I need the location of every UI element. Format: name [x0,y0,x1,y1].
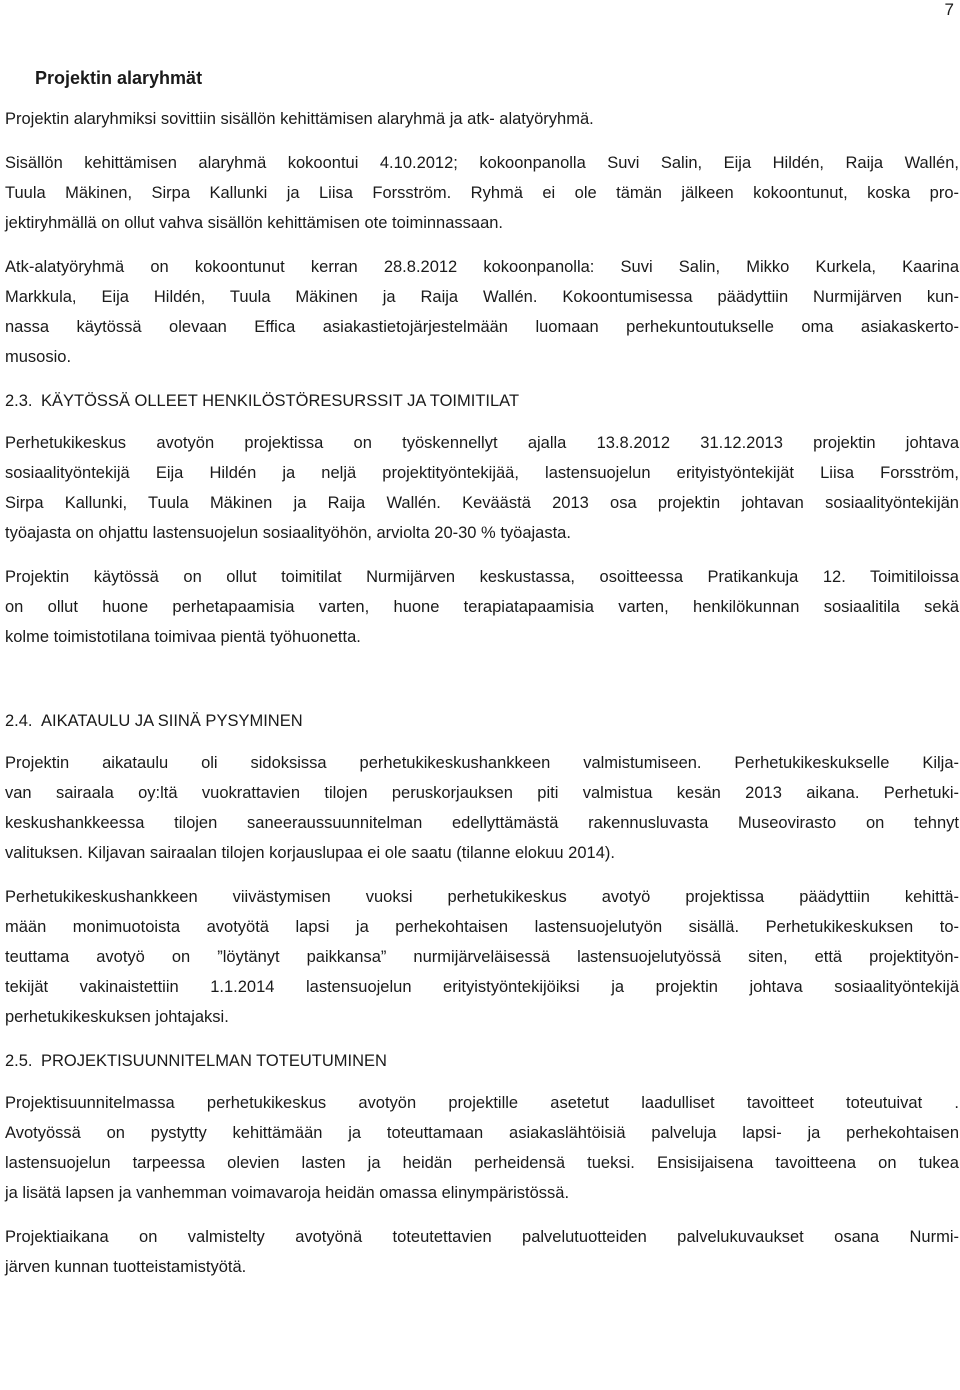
paragraph-line: Perhetukikeskus avotyön projektissa on työskennellyt ajalla 13.8.2012 31.12.2013 projektin johtava [5,434,959,452]
paragraph-line: Perhetukikeskushankkeen viivästymisen vuoksi perhetukikeskus avotyö projektissa päädyttiin kehittä- [5,888,959,906]
paragraph-line: nassa käytössä olevaan Effica asiakastietojärjestelmään luomaan perhekuntoutukselle oma asiakaskerto- [5,318,959,336]
paragraph-line: tekijät vakinaistettiin 1.1.2014 lastensuojelun erityistyöntekijöiksi ja projektin johtava sosiaalityöntekijä [5,978,959,996]
section-heading-text: KÄYTÖSSÄ OLLEET HENKILÖSTÖRESURSSIT JA TOIMITILAT [41,392,520,410]
paragraph-line: teuttama avotyö on ”löytänyt paikkansa” nurmijärveläisessä lastensuojelutyössä siten, että projektityön- [5,948,959,966]
section-number: 2.5. [5,1052,33,1070]
section-number: 2.3. [5,392,33,410]
section-title: Projektin alaryhmät [35,68,203,88]
paragraph-line: lastensuojelun tarpeessa olevien lasten ja heidän perheidensä tueksi. Ensisijaisena tavoitteena on tukea [5,1154,959,1172]
paragraph-line: musosio. [5,348,72,366]
intro-paragraphs [5,104,959,372]
document-body [5,62,959,1296]
paragraph-line: valituksen. Kiljavan sairaalan tilojen korjauslupaa ei ole saatu (tilanne elokuu 2014). [5,844,615,862]
paragraph-line: työajasta on ohjattu lastensuojelun sosiaalityöhön, arviolta 20-30 % työajasta. [5,524,571,542]
paragraph-line: Projektin käytössä on ollut toimitilat Nurmijärven keskustassa, osoitteessa Pratikankuja 12. Toimitiloissa [5,568,959,586]
paragraph-line: Tuula Mäkinen, Sirpa Kallunki ja Liisa Forsström. Ryhmä ei ole tämän jälkeen kokoontunut, koska pro- [5,184,959,202]
paragraph-line: on ollut huone perhetapaamisia varten, huone terapiatapaamisia varten, henkilökunnan sosiaalitila sekä [5,598,959,616]
paragraph [5,1088,959,1208]
paragraph-line: Avotyössä on pystytty kehittämään ja toteuttamaan asiakaslähtöisiä palveluja lapsi- ja perhekohtaisen [5,1124,959,1142]
spacer [5,666,959,706]
paragraph-line: Projektin aikataulu oli sidoksissa perhetukikeskushankkeen valmistumiseen. Perhetukikeskukselle Kilja- [5,754,959,772]
paragraph-line: Markkula, Eija Hildén, Tuula Mäkinen ja Raija Wallén. Kokoontumisessa päädyttiin Nurmijärven kun- [5,288,959,306]
paragraph-line: kolme toimistotilana toimivaa pientä työhuonetta. [5,628,361,646]
paragraph-line: ja lisätä lapsen ja vanhemman voimavaroja heidän omassa elinympäristössä. [5,1184,570,1202]
section-heading-2-4 [5,706,959,736]
paragraph [5,882,959,1032]
paragraph-line: Atk-alatyöryhmä on kokoontunut kerran 28.8.2012 kokoonpanolla: Suvi Salin, Mikko Kurkela, Kaarina [5,258,959,276]
paragraph-line: Sisällön kehittämisen alaryhmä kokoontui 4.10.2012; kokoonpanolla Suvi Salin, Eija Hildén, Raija Wallén, [5,154,959,172]
section-heading-text: PROJEKTISUUNNITELMAN TOTEUTUMINEN [41,1052,387,1070]
paragraph [5,748,959,868]
paragraph-line: järven kunnan tuotteistamistyötä. [5,1258,247,1276]
section-heading-text: AIKATAULU JA SIINÄ PYSYMINEN [41,712,303,730]
section-heading-2-3 [5,386,959,416]
paragraph-line: Projektiaikana on valmistelty avotyönä toteutettavien palvelutuotteiden palvelukuvaukset osana Nurmi- [5,1228,959,1246]
section-number: 2.4. [5,712,33,730]
paragraph [5,252,959,372]
section-heading-2-5 [5,1046,959,1076]
paragraph [5,562,959,652]
paragraph-line: jektiryhmällä on ollut vahva sisällön kehittämisen ote toiminnassaan. [5,214,504,232]
paragraph [5,1222,959,1282]
paragraph-line: van sairaala oy:ltä vuokrattavien tilojen peruskorjauksen piti valmistua kesän 2013 aikana. Perhetuki- [5,784,959,802]
paragraph-line: Projektisuunnitelmassa perhetukikeskus avotyön projektille asetetut laadulliset tavoitteet toteutuivat . [5,1094,959,1112]
paragraph [5,148,959,238]
paragraph-line: sosiaalityöntekijä Eija Hildén ja neljä projektityöntekijää, lastensuojelun erityistyöntekijät Liisa Forsström, [5,464,959,482]
paragraph [5,428,959,548]
paragraph-line: mään monimuotoista avotyötä lapsi ja perhekohtaisen lastensuojelutyön sisällä. Perhetukikeskuksen to- [5,918,959,936]
paragraph-line: perhetukikeskuksen johtajaksi. [5,1008,229,1026]
paragraph-line: Sirpa Kallunki, Tuula Mäkinen ja Raija Wallén. Keväästä 2013 osa projektin johtavan sosiaalityöntekijän [5,494,959,512]
page-number: 7 [944,0,954,19]
paragraph [5,104,959,134]
paragraph-line: Projektin alaryhmiksi sovittiin sisällön kehittämisen alaryhmä ja atk- alatyöryhmä. [5,110,594,128]
paragraph-line: keskushankkeessa tilojen saneeraussuunnitelman edellyttämästä rakennusluvasta Museovirasto on tehnyt [5,814,959,832]
